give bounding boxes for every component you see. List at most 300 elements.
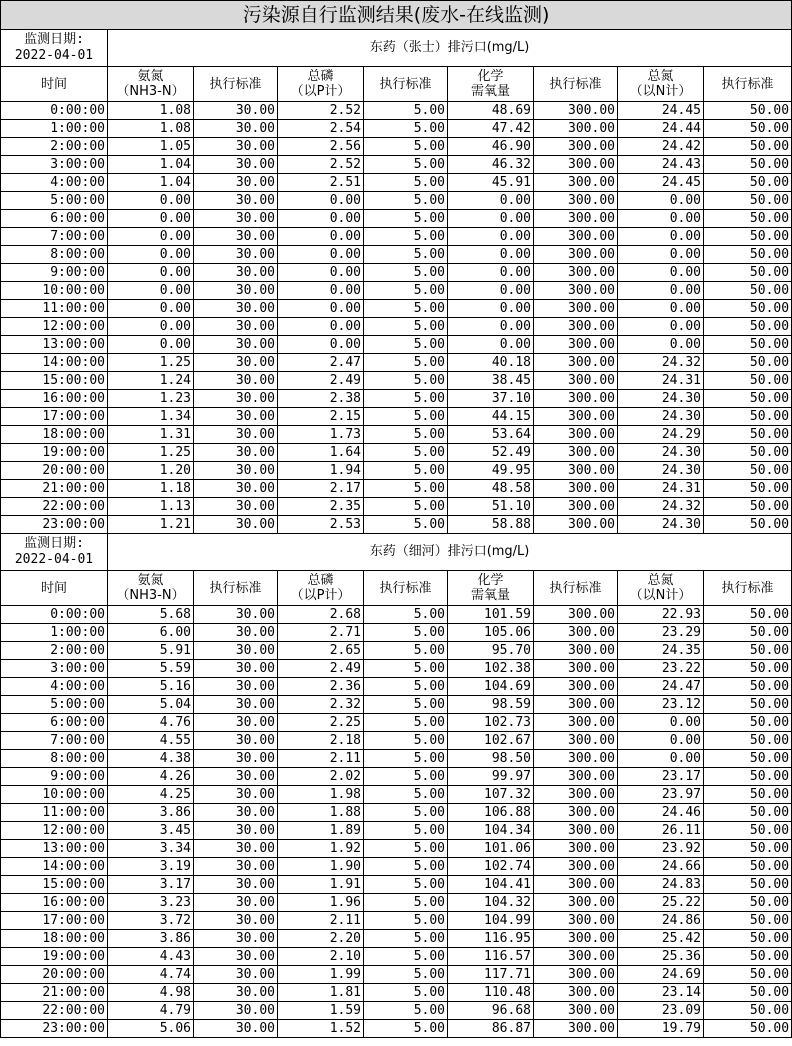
table-row [1,786,792,804]
nitrogen-standard: 50.00 [704,678,792,696]
ammonia-value: 1.31 [108,426,194,444]
phosphorus-value: 2.71 [278,624,364,642]
header-ammonia-line2: （NH3-N） [116,588,185,603]
ammonia-value: 1.08 [108,120,194,138]
nitrogen-value: 23.14 [618,984,704,1002]
phosphorus-value: 1.92 [278,840,364,858]
nitrogen-standard: 50.00 [704,840,792,858]
nitrogen-standard: 50.00 [704,894,792,912]
phosphorus-value: 1.90 [278,858,364,876]
cod-standard: 300.00 [534,498,618,516]
cod-value: 101.59 [448,606,534,624]
nitrogen-standard: 50.00 [704,984,792,1002]
cod-standard: 300.00 [534,822,618,840]
nitrogen-standard: 50.00 [704,156,792,174]
header-nitrogen-line1: 总氮 [647,69,674,84]
ammonia-standard: 30.00 [194,498,278,516]
ammonia-value: 3.86 [108,930,194,948]
phosphorus-standard: 5.00 [364,156,448,174]
phosphorus-standard: 5.00 [364,966,448,984]
time-cell: 7:00:00 [1,228,108,246]
phosphorus-standard: 5.00 [364,462,448,480]
table-row [1,642,792,660]
nitrogen-standard: 50.00 [704,480,792,498]
ammonia-value: 1.25 [108,354,194,372]
cod-standard: 300.00 [534,876,618,894]
ammonia-standard: 30.00 [194,480,278,498]
ammonia-value: 1.18 [108,480,194,498]
ammonia-value: 5.06 [108,1020,194,1038]
phosphorus-value: 1.88 [278,804,364,822]
time-cell: 20:00:00 [1,462,108,480]
header-nitrogen-standard: 执行标准 [704,67,792,102]
header-nitrogen [618,67,704,102]
phosphorus-value: 2.54 [278,120,364,138]
phosphorus-standard: 5.00 [364,318,448,336]
time-cell: 21:00:00 [1,984,108,1002]
phosphorus-standard: 5.00 [364,228,448,246]
cod-value: 0.00 [448,336,534,354]
ammonia-standard: 30.00 [194,426,278,444]
nitrogen-value: 19.79 [618,1020,704,1038]
ammonia-value: 4.25 [108,786,194,804]
table-row [1,822,792,840]
table-row [1,894,792,912]
table-row [1,624,792,642]
ammonia-value: 0.00 [108,192,194,210]
ammonia-standard: 30.00 [194,264,278,282]
cod-value: 48.58 [448,480,534,498]
phosphorus-value: 0.00 [278,264,364,282]
time-cell: 18:00:00 [1,426,108,444]
phosphorus-standard: 5.00 [364,336,448,354]
ammonia-standard: 30.00 [194,660,278,678]
phosphorus-standard: 5.00 [364,372,448,390]
time-cell: 20:00:00 [1,966,108,984]
phosphorus-standard: 5.00 [364,174,448,192]
ammonia-standard: 30.00 [194,372,278,390]
phosphorus-standard: 5.00 [364,624,448,642]
header-phosphorus-standard: 执行标准 [364,571,448,606]
table-row [1,444,792,462]
ammonia-standard: 30.00 [194,930,278,948]
phosphorus-value: 2.02 [278,768,364,786]
cod-value: 99.97 [448,768,534,786]
phosphorus-standard: 5.00 [364,426,448,444]
phosphorus-value: 2.10 [278,948,364,966]
ammonia-standard: 30.00 [194,750,278,768]
phosphorus-standard: 5.00 [364,804,448,822]
time-cell: 4:00:00 [1,174,108,192]
table-row [1,948,792,966]
phosphorus-value: 2.65 [278,642,364,660]
header-phosphorus-standard: 执行标准 [364,67,448,102]
time-cell: 16:00:00 [1,894,108,912]
time-cell: 6:00:00 [1,210,108,228]
phosphorus-value: 2.53 [278,516,364,534]
monitoring-date-cell [1,534,108,571]
cod-value: 51.10 [448,498,534,516]
cod-value: 102.67 [448,732,534,750]
cod-standard: 300.00 [534,102,618,120]
table-row [1,966,792,984]
nitrogen-value: 24.32 [618,498,704,516]
ammonia-standard: 30.00 [194,876,278,894]
ammonia-value: 1.25 [108,444,194,462]
ammonia-value: 3.17 [108,876,194,894]
nitrogen-value: 0.00 [618,318,704,336]
table-row [1,426,792,444]
ammonia-standard: 30.00 [194,192,278,210]
header-ammonia-standard: 执行标准 [194,571,278,606]
nitrogen-value: 24.30 [618,390,704,408]
time-cell: 15:00:00 [1,372,108,390]
table-row [1,912,792,930]
phosphorus-value: 0.00 [278,282,364,300]
ammonia-standard: 30.00 [194,804,278,822]
cod-standard: 300.00 [534,228,618,246]
nitrogen-value: 24.83 [618,876,704,894]
time-cell: 22:00:00 [1,498,108,516]
nitrogen-standard: 50.00 [704,786,792,804]
ammonia-standard: 30.00 [194,462,278,480]
cod-value: 46.32 [448,156,534,174]
nitrogen-value: 24.31 [618,372,704,390]
ammonia-value: 4.98 [108,984,194,1002]
ammonia-value: 1.13 [108,498,194,516]
time-cell: 9:00:00 [1,264,108,282]
phosphorus-value: 2.38 [278,390,364,408]
nitrogen-standard: 50.00 [704,444,792,462]
ammonia-standard: 30.00 [194,336,278,354]
phosphorus-value: 2.25 [278,714,364,732]
ammonia-value: 0.00 [108,246,194,264]
nitrogen-value: 24.35 [618,642,704,660]
phosphorus-standard: 5.00 [364,354,448,372]
nitrogen-value: 23.09 [618,1002,704,1020]
phosphorus-standard: 5.00 [364,768,448,786]
nitrogen-standard: 50.00 [704,228,792,246]
sheet-title: 污染源自行监测结果(废水-在线监测) [1,1,792,30]
cod-standard: 300.00 [534,372,618,390]
time-cell: 14:00:00 [1,354,108,372]
nitrogen-standard: 50.00 [704,660,792,678]
phosphorus-standard: 5.00 [364,246,448,264]
header-phosphorus-line2: （以P计） [290,84,351,99]
ammonia-value: 1.23 [108,390,194,408]
nitrogen-standard: 50.00 [704,246,792,264]
phosphorus-value: 0.00 [278,246,364,264]
phosphorus-value: 1.91 [278,876,364,894]
ammonia-value: 3.86 [108,804,194,822]
ammonia-standard: 30.00 [194,1002,278,1020]
ammonia-value: 0.00 [108,228,194,246]
cod-value: 95.70 [448,642,534,660]
ammonia-value: 0.00 [108,264,194,282]
phosphorus-value: 2.49 [278,372,364,390]
ammonia-value: 0.00 [108,300,194,318]
nitrogen-standard: 50.00 [704,498,792,516]
outlet-name: 东药（张士）排污口(mg/L) [108,30,792,67]
cod-standard: 300.00 [534,462,618,480]
header-ammonia [108,571,194,606]
cod-standard: 300.00 [534,984,618,1002]
ammonia-value: 3.19 [108,858,194,876]
header-cod-line1: 化学 [477,69,504,84]
cod-standard: 300.00 [534,642,618,660]
cod-standard: 300.00 [534,948,618,966]
header-ammonia-line1: 氨氮 [137,573,164,588]
nitrogen-value: 26.11 [618,822,704,840]
ammonia-value: 1.04 [108,174,194,192]
table-row [1,678,792,696]
time-cell: 23:00:00 [1,1020,108,1038]
phosphorus-standard: 5.00 [364,1002,448,1020]
nitrogen-value: 23.97 [618,786,704,804]
cod-value: 104.34 [448,822,534,840]
phosphorus-standard: 5.00 [364,912,448,930]
phosphorus-value: 2.32 [278,696,364,714]
ammonia-standard: 30.00 [194,606,278,624]
time-cell: 17:00:00 [1,408,108,426]
cod-value: 86.87 [448,1020,534,1038]
nitrogen-standard: 50.00 [704,750,792,768]
time-cell: 2:00:00 [1,642,108,660]
header-time: 时间 [1,571,108,606]
phosphorus-value: 0.00 [278,192,364,210]
nitrogen-standard: 50.00 [704,120,792,138]
cod-standard: 300.00 [534,606,618,624]
cod-value: 104.32 [448,894,534,912]
table-row [1,498,792,516]
time-cell: 1:00:00 [1,120,108,138]
cod-standard: 300.00 [534,678,618,696]
ammonia-value: 4.26 [108,768,194,786]
cod-standard: 300.00 [534,426,618,444]
table-row [1,696,792,714]
header-ammonia-line1: 氨氮 [137,69,164,84]
nitrogen-standard: 50.00 [704,462,792,480]
nitrogen-value: 24.30 [618,462,704,480]
cod-value: 47.42 [448,120,534,138]
phosphorus-value: 0.00 [278,300,364,318]
phosphorus-standard: 5.00 [364,732,448,750]
ammonia-standard: 30.00 [194,174,278,192]
ammonia-value: 3.72 [108,912,194,930]
cod-standard: 300.00 [534,750,618,768]
table-row [1,606,792,624]
nitrogen-value: 25.22 [618,894,704,912]
cod-standard: 300.00 [534,192,618,210]
phosphorus-standard: 5.00 [364,300,448,318]
time-cell: 19:00:00 [1,444,108,462]
nitrogen-standard: 50.00 [704,210,792,228]
phosphorus-standard: 5.00 [364,840,448,858]
ammonia-standard: 30.00 [194,840,278,858]
phosphorus-standard: 5.00 [364,984,448,1002]
phosphorus-standard: 5.00 [364,282,448,300]
ammonia-standard: 30.00 [194,282,278,300]
time-cell: 12:00:00 [1,822,108,840]
title-row [1,1,792,30]
cod-standard: 300.00 [534,120,618,138]
phosphorus-standard: 5.00 [364,858,448,876]
nitrogen-value: 24.45 [618,174,704,192]
phosphorus-value: 0.00 [278,210,364,228]
ammonia-standard: 30.00 [194,138,278,156]
phosphorus-standard: 5.00 [364,930,448,948]
ammonia-value: 0.00 [108,210,194,228]
cod-standard: 300.00 [534,786,618,804]
cod-value: 0.00 [448,192,534,210]
monitoring-date-label: 监测日期: [24,32,84,47]
cod-standard: 300.00 [534,1020,618,1038]
nitrogen-value: 23.12 [618,696,704,714]
time-cell: 8:00:00 [1,246,108,264]
ammonia-value: 5.68 [108,606,194,624]
nitrogen-standard: 50.00 [704,606,792,624]
cod-value: 53.64 [448,426,534,444]
nitrogen-value: 0.00 [618,714,704,732]
monitoring-date-value: 2022-04-01 [14,552,94,567]
table-row [1,390,792,408]
phosphorus-value: 2.15 [278,408,364,426]
ammonia-standard: 30.00 [194,444,278,462]
time-cell: 13:00:00 [1,336,108,354]
nitrogen-standard: 50.00 [704,966,792,984]
phosphorus-value: 2.20 [278,930,364,948]
phosphorus-standard: 5.00 [364,642,448,660]
cod-standard: 300.00 [534,858,618,876]
cod-standard: 300.00 [534,894,618,912]
cod-standard: 300.00 [534,516,618,534]
table-row [1,516,792,534]
nitrogen-standard: 50.00 [704,768,792,786]
ammonia-standard: 30.00 [194,966,278,984]
header-cod [448,571,534,606]
cod-value: 106.88 [448,804,534,822]
cod-standard: 300.00 [534,768,618,786]
table-row [1,804,792,822]
cod-standard: 300.00 [534,246,618,264]
ammonia-standard: 30.00 [194,408,278,426]
cod-value: 98.50 [448,750,534,768]
ammonia-standard: 30.00 [194,984,278,1002]
phosphorus-value: 2.17 [278,480,364,498]
nitrogen-standard: 50.00 [704,642,792,660]
cod-value: 0.00 [448,264,534,282]
time-cell: 6:00:00 [1,714,108,732]
table-row [1,714,792,732]
phosphorus-standard: 5.00 [364,714,448,732]
column-header-row [1,67,792,102]
cod-value: 0.00 [448,300,534,318]
time-cell: 10:00:00 [1,786,108,804]
cod-standard: 300.00 [534,660,618,678]
ammonia-standard: 30.00 [194,228,278,246]
table-row [1,372,792,390]
table-row [1,768,792,786]
cod-standard: 300.00 [534,318,618,336]
nitrogen-value: 24.43 [618,156,704,174]
nitrogen-standard: 50.00 [704,318,792,336]
cod-standard: 300.00 [534,696,618,714]
ammonia-standard: 30.00 [194,102,278,120]
time-cell: 0:00:00 [1,102,108,120]
table-row [1,408,792,426]
ammonia-value: 5.59 [108,660,194,678]
ammonia-standard: 30.00 [194,246,278,264]
table-row [1,210,792,228]
nitrogen-value: 24.29 [618,426,704,444]
nitrogen-value: 0.00 [618,246,704,264]
phosphorus-standard: 5.00 [364,678,448,696]
ammonia-value: 5.16 [108,678,194,696]
table-row [1,174,792,192]
phosphorus-value: 2.11 [278,912,364,930]
phosphorus-standard: 5.00 [364,786,448,804]
time-cell: 11:00:00 [1,300,108,318]
cod-standard: 300.00 [534,444,618,462]
time-cell: 11:00:00 [1,804,108,822]
table-row [1,858,792,876]
outlet-name: 东药（细河）排污口(mg/L) [108,534,792,571]
ammonia-standard: 30.00 [194,390,278,408]
phosphorus-standard: 5.00 [364,516,448,534]
cod-value: 104.69 [448,678,534,696]
cod-standard: 300.00 [534,624,618,642]
time-cell: 18:00:00 [1,930,108,948]
time-cell: 17:00:00 [1,912,108,930]
nitrogen-standard: 50.00 [704,732,792,750]
time-cell: 23:00:00 [1,516,108,534]
nitrogen-standard: 50.00 [704,858,792,876]
ammonia-standard: 30.00 [194,768,278,786]
cod-value: 40.18 [448,354,534,372]
phosphorus-value: 1.96 [278,894,364,912]
time-cell: 15:00:00 [1,876,108,894]
nitrogen-value: 24.30 [618,516,704,534]
cod-value: 102.38 [448,660,534,678]
ammonia-value: 0.00 [108,282,194,300]
ammonia-standard: 30.00 [194,678,278,696]
ammonia-value: 1.05 [108,138,194,156]
nitrogen-standard: 50.00 [704,624,792,642]
ammonia-value: 1.34 [108,408,194,426]
phosphorus-standard: 5.00 [364,750,448,768]
phosphorus-standard: 5.00 [364,660,448,678]
monitoring-date-cell [1,30,108,67]
cod-value: 116.57 [448,948,534,966]
time-cell: 5:00:00 [1,192,108,210]
phosphorus-value: 1.99 [278,966,364,984]
cod-standard: 300.00 [534,732,618,750]
ammonia-standard: 30.00 [194,516,278,534]
table-row [1,462,792,480]
cod-value: 0.00 [448,210,534,228]
phosphorus-value: 2.11 [278,750,364,768]
phosphorus-value: 2.36 [278,678,364,696]
ammonia-value: 4.74 [108,966,194,984]
nitrogen-standard: 50.00 [704,822,792,840]
header-ammonia [108,67,194,102]
header-phosphorus-line1: 总磷 [307,573,334,588]
table-row [1,930,792,948]
table-row [1,840,792,858]
time-cell: 14:00:00 [1,858,108,876]
ammonia-standard: 30.00 [194,210,278,228]
time-cell: 3:00:00 [1,156,108,174]
